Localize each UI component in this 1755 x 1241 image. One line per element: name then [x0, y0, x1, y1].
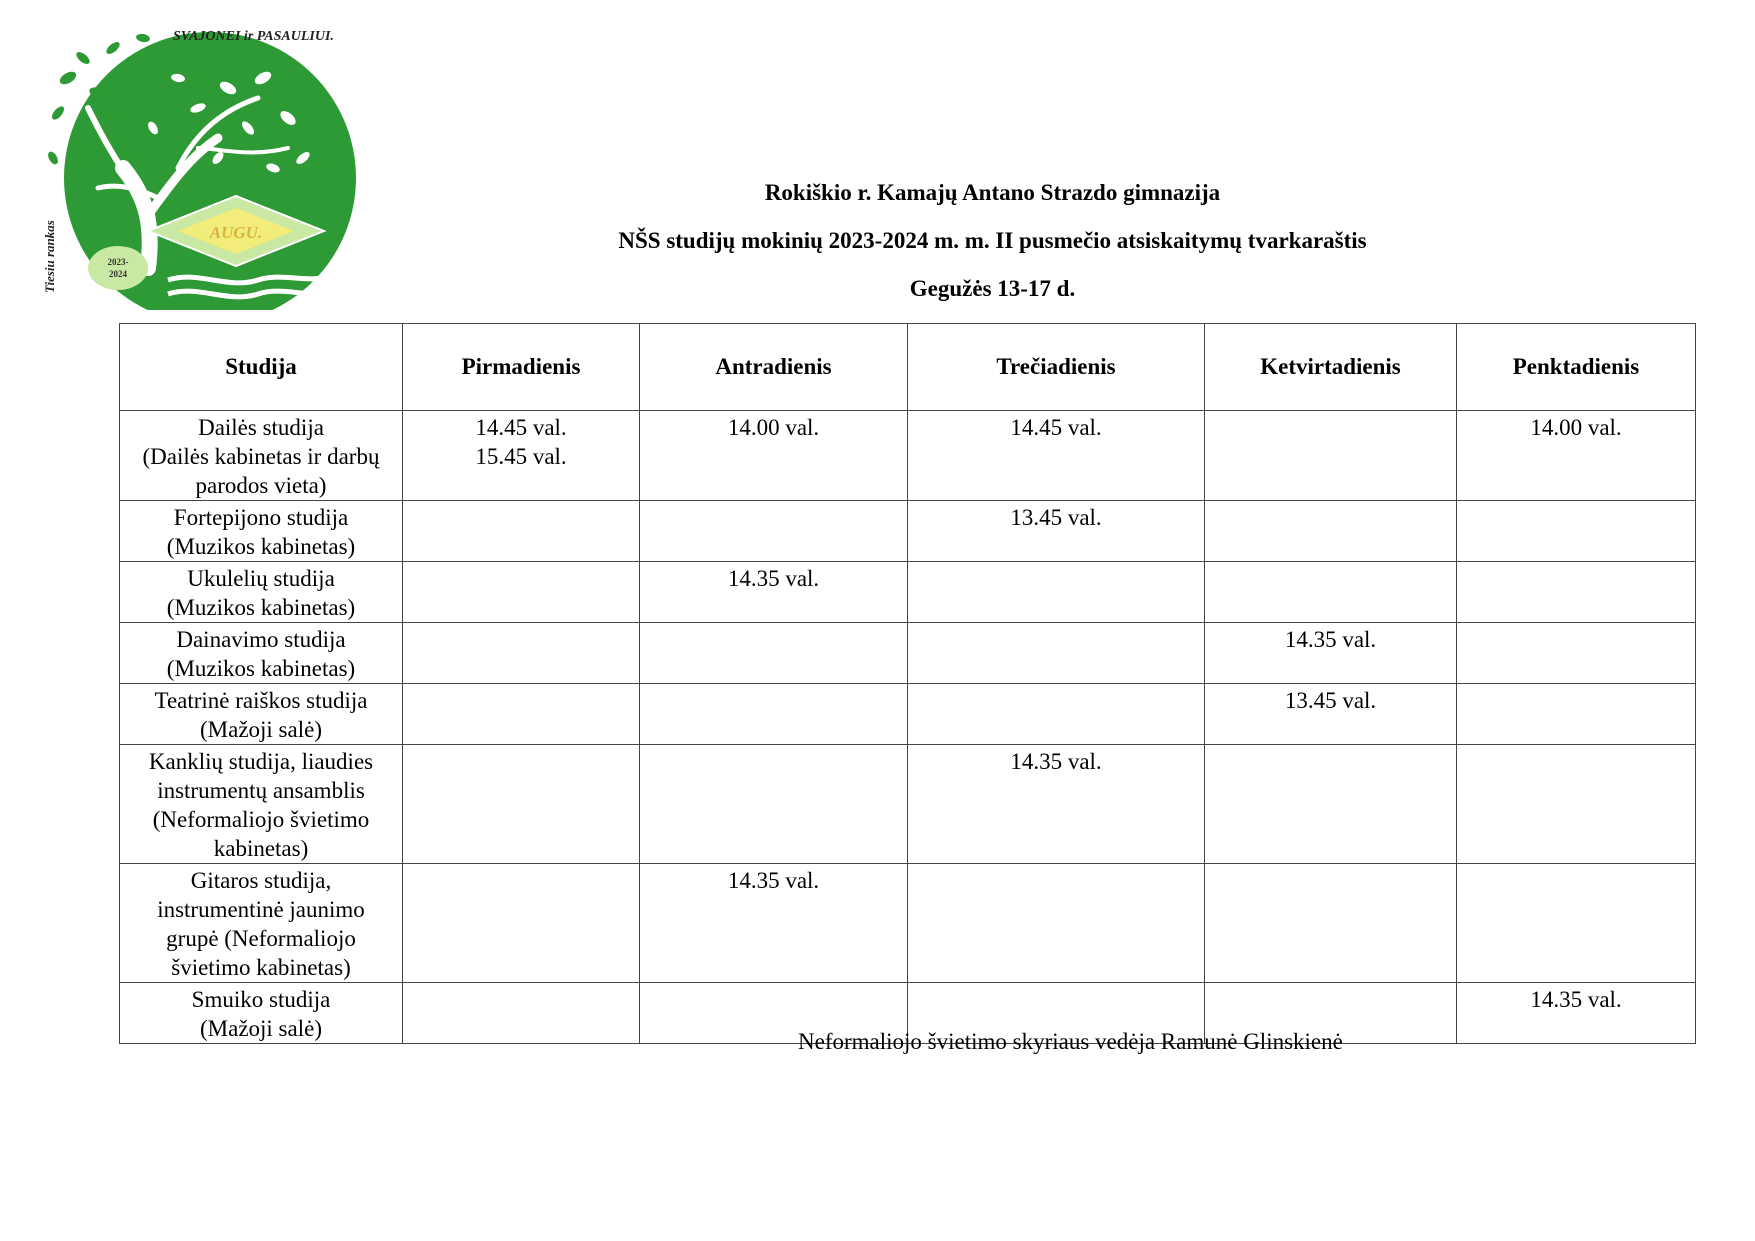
time-cell	[1205, 623, 1457, 684]
signature-line: Neformaliojo švietimo skyriaus vedėja Ramunė Glinskienė	[798, 1029, 1343, 1054]
studija-line: Teatrinė raiškos studija	[154, 688, 368, 713]
column-header-ketvirtadienis: Ketvirtadienis	[1205, 324, 1457, 411]
studija-line: grupė (Neformaliojo	[166, 926, 356, 951]
studija-line: (Mažoji salė)	[200, 1016, 322, 1041]
time-value: 13.45 val.	[1010, 505, 1102, 530]
studija-line: (Neformaliojo švietimo	[152, 807, 370, 832]
time-cell	[1457, 623, 1696, 684]
time-value: 14.35 val.	[1530, 987, 1622, 1012]
studija-cell	[120, 623, 403, 684]
schedule-table	[119, 323, 1696, 1044]
studija-line: (Muzikos kabinetas)	[166, 595, 356, 620]
time-cell	[1457, 745, 1696, 864]
time-value: 14.35 val.	[727, 566, 820, 591]
time-cell	[1205, 684, 1457, 745]
time-value: 14.35 val.	[727, 868, 820, 893]
time-value: 14.35 val.	[1010, 749, 1102, 774]
table-header-row	[120, 324, 1696, 411]
time-value: 14.00 val.	[1530, 415, 1622, 440]
studija-line: instrumentinė jaunimo	[157, 897, 365, 922]
studija-cell	[120, 411, 403, 501]
studija-line: Kanklių studija, liaudies	[148, 749, 374, 774]
studija-cell	[120, 684, 403, 745]
studija-line: Ukulelių studija	[187, 566, 335, 591]
time-cell	[640, 501, 908, 562]
time-cell	[640, 623, 908, 684]
time-cell	[1205, 562, 1457, 623]
table-row	[120, 562, 1696, 623]
time-cell	[640, 411, 908, 501]
studija-cell	[120, 501, 403, 562]
studija-line: Dailės studija	[198, 415, 324, 440]
time-cell	[908, 411, 1205, 501]
time-value: 13.45 val.	[1284, 688, 1377, 713]
studija-line: Dainavimo studija	[176, 627, 346, 652]
studija-line: (Muzikos kabinetas)	[166, 534, 356, 559]
time-cell	[403, 745, 640, 864]
column-header-penktadienis: Penktadienis	[1457, 324, 1696, 411]
time-cell	[640, 745, 908, 864]
time-cell	[908, 864, 1205, 983]
time-cell	[403, 501, 640, 562]
studija-line: (Dailės kabinetas ir darbų	[142, 444, 380, 469]
time-cell	[403, 983, 640, 1044]
studija-line: švietimo kabinetas)	[171, 955, 351, 980]
school-name: Rokiškio r. Kamajų Antano Strazdo gimnazija	[764, 180, 1221, 205]
studija-cell	[120, 983, 403, 1044]
table-row	[120, 864, 1696, 983]
time-cell	[908, 623, 1205, 684]
time-cell	[1457, 501, 1696, 562]
table-row	[120, 501, 1696, 562]
schedule-dates: Gegužės 13-17 d.	[909, 276, 1076, 301]
years-line2: 2024	[109, 269, 127, 279]
time-cell	[1457, 864, 1696, 983]
time-cell	[403, 623, 640, 684]
time-cell	[1457, 983, 1696, 1044]
studija-cell	[120, 745, 403, 864]
badge-text: AUGU.	[209, 223, 263, 242]
time-cell	[908, 501, 1205, 562]
logo-motto: SVAJONEI ir PASAULIUI.	[173, 29, 334, 44]
studija-line: kabinetas)	[213, 836, 309, 861]
time-value: 14.45 val.	[1010, 415, 1102, 440]
studija-line: Gitaros studija,	[190, 868, 332, 893]
time-cell	[403, 864, 640, 983]
time-cell	[908, 562, 1205, 623]
time-value: 14.35 val.	[1284, 627, 1377, 652]
time-cell	[1205, 745, 1457, 864]
time-cell	[908, 745, 1205, 864]
time-cell	[1205, 501, 1457, 562]
studija-line: Smuiko studija	[191, 987, 331, 1012]
time-cell	[403, 562, 640, 623]
studija-line: parodos vieta)	[195, 473, 327, 498]
time-cell	[1457, 562, 1696, 623]
column-header-studija: Studija	[120, 324, 403, 411]
time-cell	[640, 864, 908, 983]
time-value: 14.00 val.	[727, 415, 820, 440]
table-row	[120, 411, 1696, 501]
logo-side-text: Tiesiu rankas	[42, 220, 57, 293]
schedule-title: NŠS studijų mokinių 2023-2024 m. m. II pusmečio atsiskaitymų tvarkaraštis	[618, 228, 1367, 253]
time-cell	[1205, 411, 1457, 501]
table-row	[120, 623, 1696, 684]
column-header-antradienis: Antradienis	[640, 324, 908, 411]
time-cell	[640, 562, 908, 623]
school-logo	[28, 18, 368, 310]
time-value: 15.45 val.	[475, 444, 567, 469]
time-cell	[1205, 864, 1457, 983]
studija-cell	[120, 864, 403, 983]
column-header-pirmadienis: Pirmadienis	[403, 324, 640, 411]
table-row	[120, 745, 1696, 864]
time-cell	[1457, 684, 1696, 745]
time-cell	[908, 684, 1205, 745]
table-row	[120, 684, 1696, 745]
time-cell	[403, 411, 640, 501]
studija-line: Fortepijono studija	[173, 505, 349, 530]
studija-line: instrumentų ansamblis	[157, 778, 365, 803]
time-value: 14.45 val.	[475, 415, 567, 440]
studija-cell	[120, 562, 403, 623]
years-line1: 2023-	[107, 257, 129, 267]
time-cell	[640, 684, 908, 745]
time-cell	[1457, 411, 1696, 501]
table-body	[120, 411, 1696, 1044]
studija-line: (Muzikos kabinetas)	[166, 656, 356, 681]
column-header-treciadienis: Trečiadienis	[908, 324, 1205, 411]
studija-line: (Mažoji salė)	[200, 717, 322, 742]
time-cell	[403, 684, 640, 745]
